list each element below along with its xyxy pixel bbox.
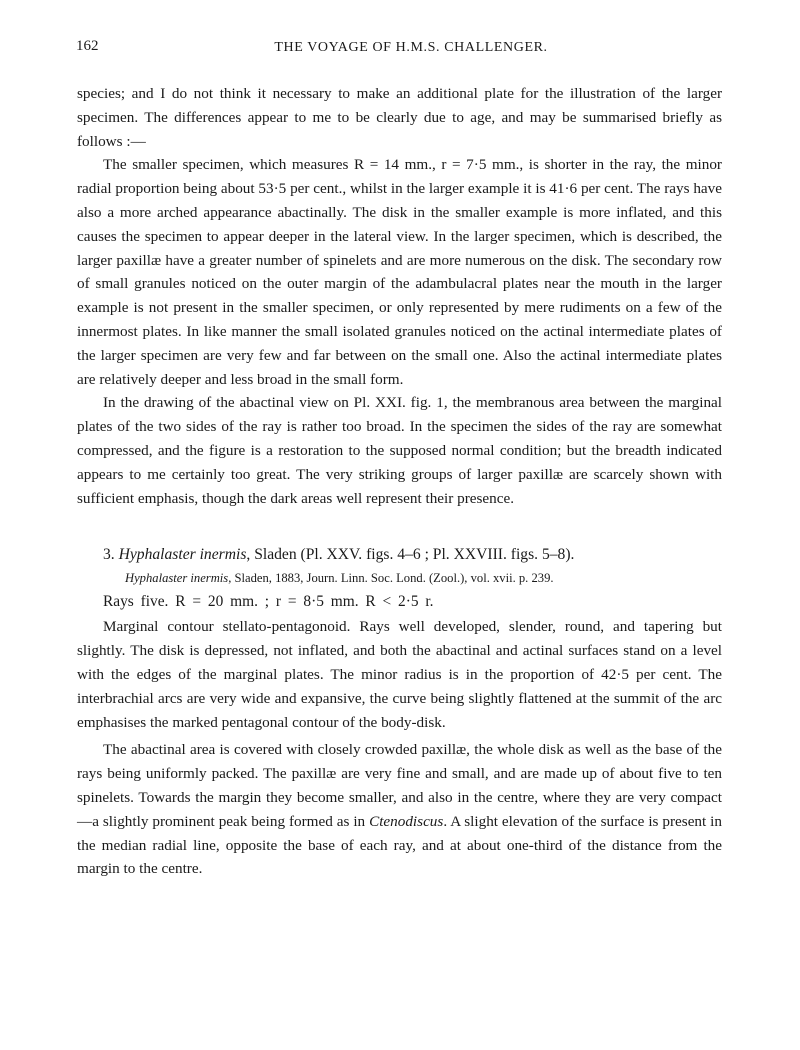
page-number: 162 — [76, 38, 99, 54]
species-number: 3. — [103, 546, 115, 564]
section-gap — [77, 510, 722, 543]
abactinal-text-end: . A slight elevation of the surface is present in the median radial line, opposite the base of each ray, and at about one-third of the distance from the margin to the centre. — [77, 812, 722, 878]
paragraph-specimen-differences: The smaller specimen, which measures R = 14 mm., r = 7·5 mm., is shorter in the ray, the minor radial proportion being about 53·5 per cent., whilst in the larger example it is 41·6 per cent. The rays have also a more arched appearance abactinally. The disk in the smaller example is more inflated, and this causes the specimen to appear deeper in the lateral view. In the larger specimen, which is described, the larger paxillæ have a greater number of spinelets and are more numerous on the disk. The secondary row of small granules noticed on the outer margin of the adambulacral plates near the mouth in the larger example is not present in the smaller specimen, or only represented by mere rudiments on a few of the innermost plates. In like manner the small isolated granules noticed on the actinal intermediate plates of the larger specimen are very few and far between on the small one. Also the actinal intermediate plates are relatively deeper and less broad in the small form. — [77, 156, 722, 388]
genus-ctenodiscus: Ctenodiscus — [369, 812, 444, 830]
running-title: THE VOYAGE OF H.M.S. CHALLENGER. — [274, 40, 548, 55]
paragraph-continuation: species; and I do not think it necessary to make an additional plate for the illustration of the larger specimen. The differences appear to me to be clearly due to age, and may be summarised briefly as follows :— — [77, 85, 722, 150]
species-citation — [77, 567, 722, 589]
paragraph-abactinal-area — [77, 738, 722, 881]
rays-measurements: Rays five. R = 20 mm. ; r = 8·5 mm. R < 2·5 r. — [103, 593, 434, 611]
abactinal-text-start: The abactinal area is covered with closely crowded paxillæ, the whole disk as well as the base of the rays being uniformly packed. The paxillæ are very fine and small, and are made up of about five to ten spinelets. Towards the margin they become smaller, and also in the centre, where they are very compact—a slightly prominent peak being formed as in — [77, 741, 722, 830]
citation-species-name: Hyphalaster inermis — [125, 571, 229, 586]
species-name: Hyphalaster inermis — [118, 546, 247, 564]
page-header — [76, 38, 726, 62]
species-heading — [77, 543, 722, 567]
paragraph-plate-drawing: In the drawing of the abactinal view on Pl. XXI. fig. 1, the membranous area between the marginal plates of the two sides of the ray is rather too broad. In the specimen the sides of the ray are somewhat compressed, and the figure is a restoration to the supposed normal condition; but the breadth indicated appears to me certainly too great. The very striking groups of larger paxillæ are scarcely shown with sufficient emphasis, though the dark areas well represent their presence. — [77, 394, 722, 507]
species-authority: , Sladen (Pl. XXV. figs. 4–6 ; Pl. XXVIII. figs. 5–8). — [246, 546, 575, 564]
paragraph-marginal-contour: Marginal contour stellato-pentagonoid. Rays well developed, slender, round, and tapering but slightly. The disk is depressed, not inflated, and both the abactinal and actinal surfaces stand on a level with the edges of the marginal plates. The minor radius is in the proportion of 42·5 per cent. The interbrachial arcs are very wide and expansive, the curve being slightly flattened at the summit of the arc emphasises the marked pentagonal contour of the body-disk. — [77, 618, 722, 731]
page-body — [77, 82, 722, 881]
citation-reference: , Sladen, 1883, Journ. Linn. Soc. Lond. (Zool.), vol. xvii. p. 239. — [228, 571, 554, 586]
